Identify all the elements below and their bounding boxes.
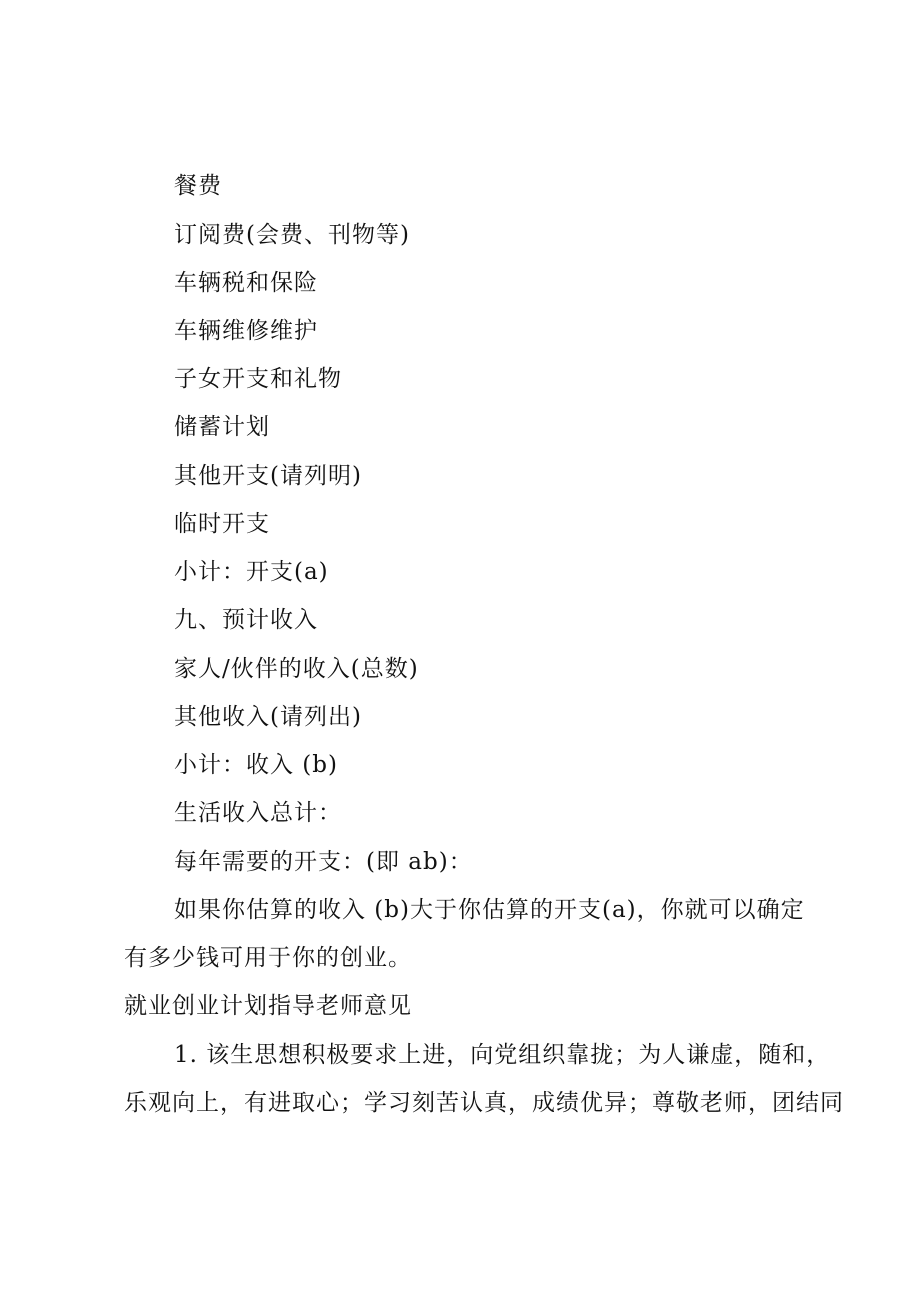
list-item-other-expenses: 其他开支(请列明): [174, 463, 362, 489]
list-item-vehicle-tax-insurance: 车辆税和保险: [174, 270, 318, 296]
list-item-family-income: 家人/伙伴的收入(总数): [174, 656, 419, 682]
list-item-children-gifts: 子女开支和礼物: [174, 366, 342, 392]
list-item-meal-expense: 餐费: [174, 173, 222, 199]
list-item-other-income: 其他收入(请列出): [174, 704, 362, 730]
list-item-annual-expense: 每年需要的开支：(即 ab)：: [174, 849, 473, 875]
paragraph-opinion-line-2: 乐观向上，有进取心；学习刻苦认真，成绩优异；尊敬老师，团结同: [124, 1090, 844, 1116]
paragraph-income-line-1: 如果你估算的收入 (b)大于你估算的开支(a)，你就可以确定: [174, 897, 805, 923]
list-item-total-income: 生活收入总计：: [174, 800, 342, 826]
paragraph-opinion-line-1: 1. 该生思想积极要求上进，向党组织靠拢；为人谦虚，随和，: [174, 1042, 831, 1068]
list-item-subtotal-income: 小计：收入 (b): [174, 752, 338, 778]
section-heading-expected-income: 九、预计收入: [174, 607, 318, 633]
list-item-subtotal-expense: 小计：开支(a): [174, 559, 329, 585]
paragraph-income-line-2: 有多少钱可用于你的创业。: [124, 945, 412, 971]
list-item-subscription-fee: 订阅费(会费、刊物等): [174, 222, 410, 248]
list-item-vehicle-maintenance: 车辆维修维护: [174, 318, 318, 344]
list-item-savings-plan: 储蓄计划: [174, 414, 270, 440]
list-item-temporary-expenses: 临时开支: [174, 511, 270, 537]
section-heading-advisor-opinion: 就业创业计划指导老师意见: [124, 993, 412, 1019]
